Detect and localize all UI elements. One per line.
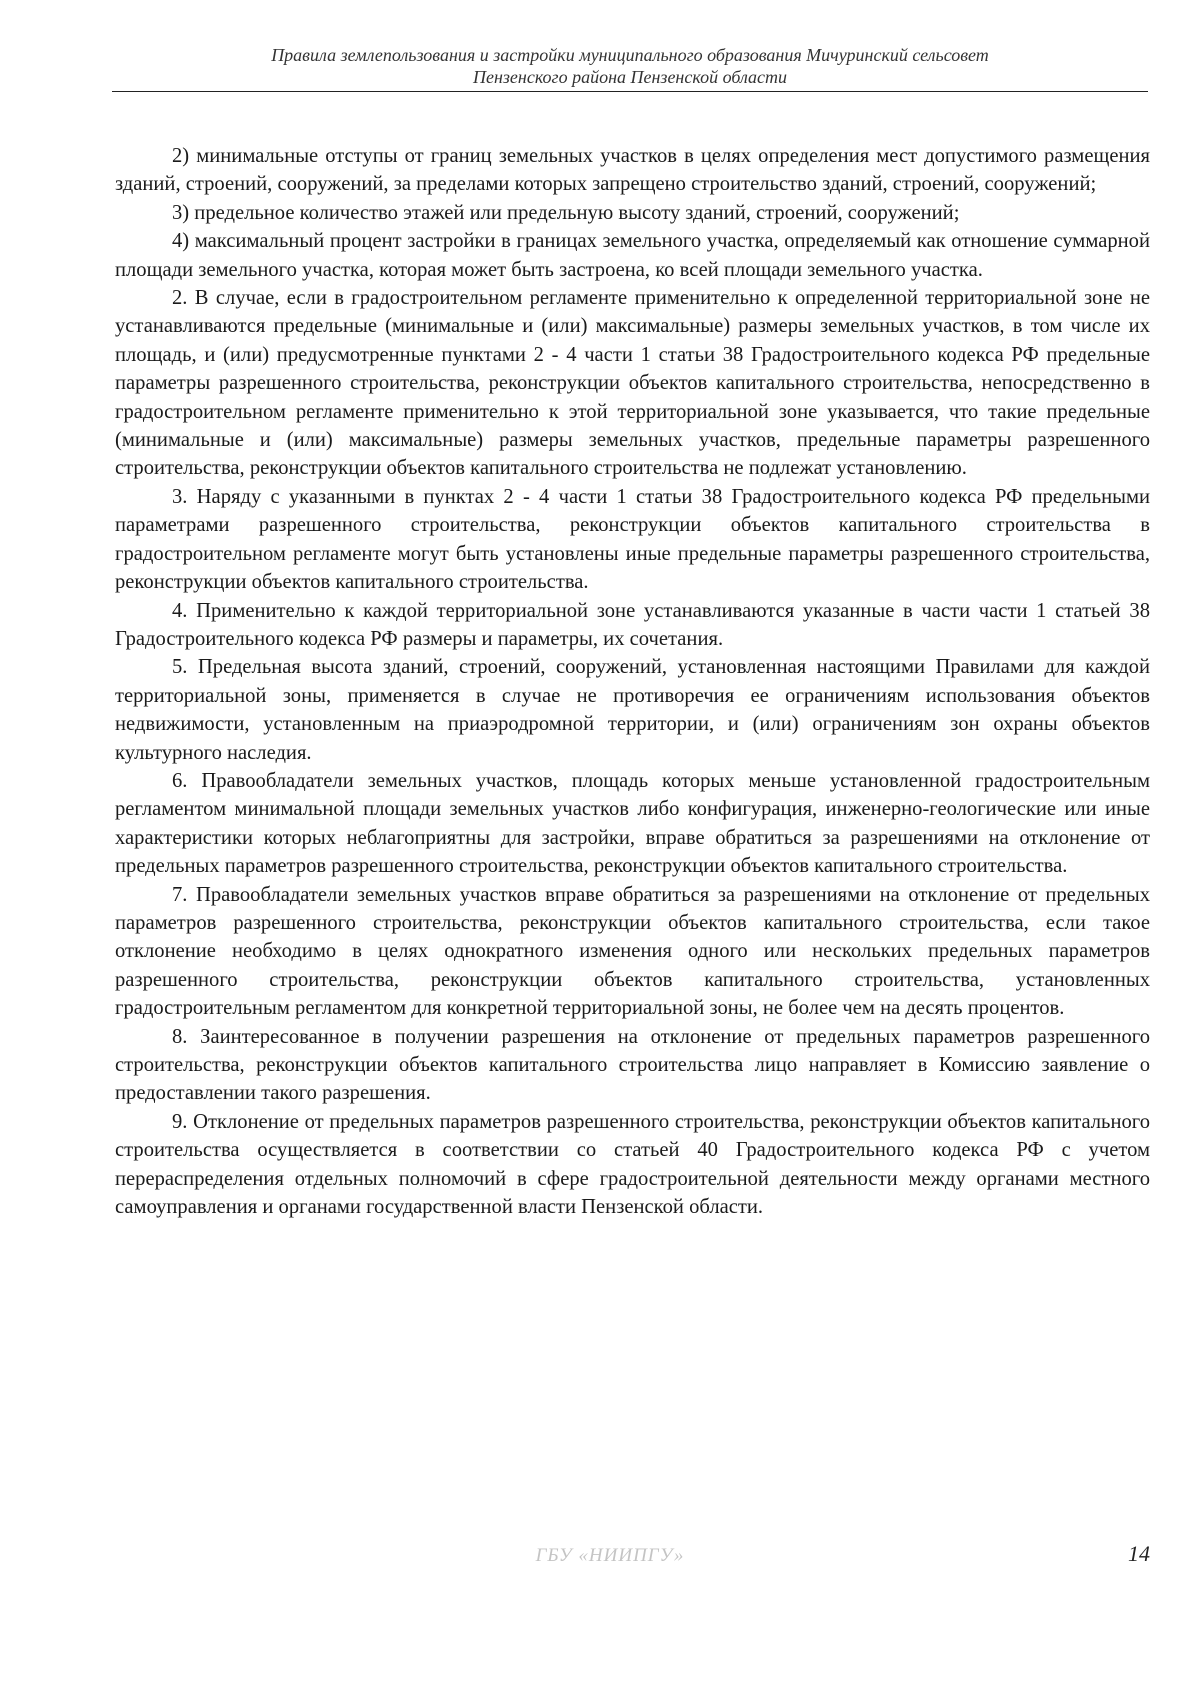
header-title-line1: Правила землепользования и застройки муниципального образования Мичуринский сельсовет [271,45,989,65]
paragraph-item-2: 2) минимальные отступы от границ земельных участков в целях определения мест допустимого размещения зданий, строений, сооружений, за пределами которых запрещено строительство зданий, строений, сооружений; [115,145,1150,196]
page-number: 14 [1128,1541,1150,1566]
paragraph-clause-6: 6. Правообладатели земельных участков, площадь которых меньше установленной градостроительным регламентом минимальной площади земельных участков либо конфигурация, инженерно-геологические или иные характеристики которых неблагоприятны для застройки, вправе обратиться за разрешениями на отклонение от предельных параметров разрешенного строительства, реконструкции объектов капитального строительства. [115,769,1150,878]
page-header [112,44,1148,88]
paragraph-clause-2: 2. В случае, если в градостроительном регламенте применительно к определенной территориальной зоне не устанавливаются предельные (минимальные и (или) максимальные) размеры земельных участков, в том числе их площадь, и (или) предусмотренные пунктами 2 - 4 части 1 статьи 38 Градостроительного кодекса РФ предельные параметры разрешенного строительства, реконструкции объектов капитального строительства, непосредственно в градостроительном регламенте применительно к этой территориальной зоне указывается, что такие предельные (минимальные и (или) максимальные) размеры земельных участков, предельные параметры разрешенного строительства, реконструкции объектов капитального строительства не подлежат установлению. [115,287,1150,480]
paragraph-clause-9: 9. Отклонение от предельных параметров разрешенного строительства, реконструкции объектов капитального строительства осуществляется в соответствии со статьей 40 Градостроительного кодекса РФ с учетом перераспределения отдельных полномочий в сфере градостроительной деятельности между органами местного самоуправления и органами государственной власти Пензенской области. [115,1110,1150,1219]
paragraph-clause-3: 3. Наряду с указанными в пунктах 2 - 4 части 1 статьи 38 Градостроительного кодекса РФ предельными параметрами разрешенного строительства, реконструкции объектов капитального строительства в градостроительном регламенте могут быть установлены иные предельные параметры разрешенного строительства, реконструкции объектов капитального строительства. [115,485,1150,594]
header-divider [112,91,1148,92]
paragraph-clause-4: 4. Применительно к каждой территориальной зоне устанавливаются указанные в части части 1 статьей 38 Градостроительного кодекса РФ размеры и параметры, их сочетания. [115,599,1150,650]
header-title-line2: Пензенского района Пензенской области [472,67,788,87]
footer-organization: ГБУ «НИИПГУ» [535,1545,685,1566]
paragraph-clause-5: 5. Предельная высота зданий, строений, сооружений, установленная настоящими Правилами для каждой территориальной зоны, применяется в случае не противоречия ее ограничениям использования объектов недвижимости, установленным на приаэродромной территории, и (или) ограничениям зон охраны объектов культурного наследия. [115,656,1150,764]
paragraph-item-3: 3) предельное количество этажей или предельную высоту зданий, строений, сооружений; [172,201,960,224]
paragraph-item-4: 4) максимальный процент застройки в границах земельного участка, определяемый как отношение суммарной площади земельного участка, которая может быть застроена, ко всей площади земельного участка. [115,230,1150,281]
paragraph-clause-7: 7. Правообладатели земельных участков вправе обратиться за разрешениями на отклонение от предельных параметров разрешенного строительства, реконструкции объектов капитального строительства, если такое отклонение необходимо в целях однократного изменения одного или нескольких предельных параметров разрешенного строительства, реконструкции объектов капитального строительства, установленных градостроительным регламентом для конкретной территориальной зоны, не более чем на десять процентов. [115,883,1150,1020]
paragraph-clause-8: 8. Заинтересованное в получении разрешения на отклонение от предельных параметров разрешенного строительства, реконструкции объектов капитального строительства лицо направляет в Комиссию заявление о предоставлении такого разрешения. [115,1025,1150,1105]
document-body [115,142,1150,1221]
